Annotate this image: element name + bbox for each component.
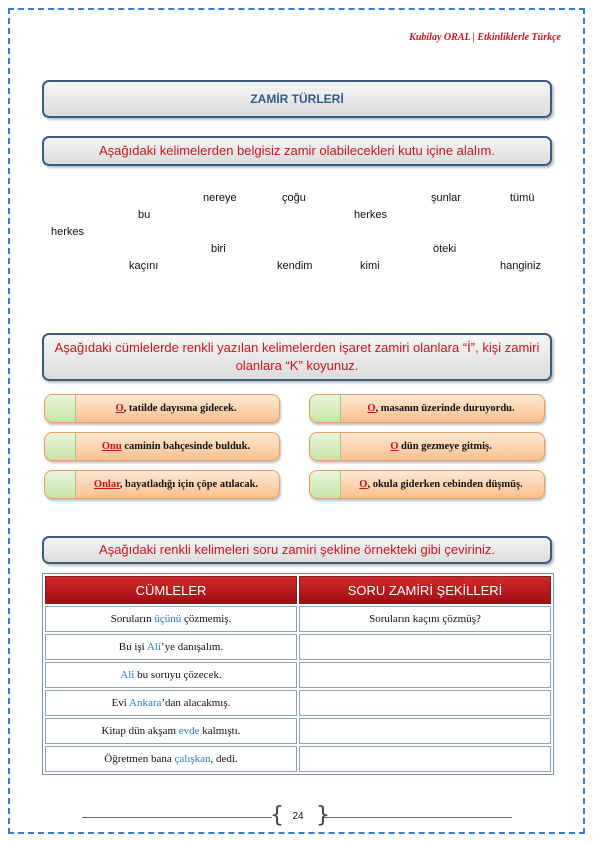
highlight-word: Ali <box>146 641 161 653</box>
word-item[interactable]: herkes <box>354 209 388 221</box>
sentence-text: , masanın üzerinde duruyordu. <box>375 403 515 414</box>
answer-cell[interactable]: Soruların kaçını çözmüş? <box>299 606 551 632</box>
highlight-word: O <box>359 479 368 490</box>
sentence-pill <box>309 432 545 461</box>
sentence-cell: Soruların üçünü çözmemiş. <box>45 606 297 632</box>
sentence-pill <box>44 432 280 461</box>
word-item[interactable]: kendim <box>277 260 313 272</box>
word-item[interactable]: tümü <box>510 192 535 204</box>
sentence-text: , bayatladığı için çöpe atılacak. <box>119 479 259 490</box>
table-row <box>45 718 551 744</box>
table-row <box>45 634 551 660</box>
sentence-text: dün gezmeye gitmiş. <box>398 441 492 452</box>
word-item[interactable]: kimi <box>360 260 380 272</box>
sentence-text: , okula giderken cebinden düşmüş. <box>367 479 523 490</box>
instruction-2: Aşağıdaki cümlelerde renkli yazılan kelimelerden işaret zamiri olanlara “İ”, kişi zamiri olanlara “K” koyunuz. <box>42 333 552 381</box>
table-row <box>45 662 551 688</box>
highlight-word: Onlar <box>93 479 120 490</box>
left-brace-icon: { <box>270 803 284 828</box>
sentence-text: , tatilde dayısına gidecek. <box>123 403 237 414</box>
answer-slot[interactable] <box>310 433 341 460</box>
page-title: ZAMİR TÜRLERİ <box>42 80 552 118</box>
word-item[interactable]: nereye <box>203 192 237 204</box>
highlight-word: O <box>115 403 124 414</box>
word-item[interactable]: kaçını <box>129 260 159 272</box>
sentence-pill <box>44 394 280 423</box>
footer-divider <box>82 817 272 818</box>
answer-slot[interactable] <box>310 471 341 498</box>
right-brace-icon: } <box>316 803 330 828</box>
highlight-word: çalışkan <box>174 753 211 765</box>
word-item[interactable]: çoğu <box>282 192 306 204</box>
instruction-1: Aşağıdaki kelimelerden belgisiz zamir olabilecekleri kutu içine alalım. <box>42 136 552 166</box>
word-item[interactable]: biri <box>211 243 226 255</box>
highlight-word: O <box>390 441 399 452</box>
sentence-pill <box>44 470 280 499</box>
sentence-pill <box>309 470 545 499</box>
conversion-table <box>42 573 554 775</box>
word-item[interactable]: öteki <box>433 243 457 255</box>
sentence-cell: Kitap dün akşam evde kalmıştı. <box>45 718 297 744</box>
column-header: CÜMLELER <box>45 576 297 604</box>
footer-divider <box>322 817 512 818</box>
sentence-pill <box>309 394 545 423</box>
answer-cell[interactable] <box>299 662 551 688</box>
answer-cell[interactable] <box>299 746 551 772</box>
highlight-word: Ali <box>120 669 135 681</box>
sentence-cell: Evi Ankara’dan alacakmış. <box>45 690 297 716</box>
highlight-word: üçünü <box>154 613 182 625</box>
answer-slot[interactable] <box>45 471 76 498</box>
highlight-word: Onu <box>101 441 122 452</box>
highlight-word: Ankara <box>129 697 162 709</box>
sentence-cell: Bu işi Ali’ye danışalım. <box>45 634 297 660</box>
word-item[interactable]: şunlar <box>431 192 461 204</box>
page-header: Kubilay ORAL | Etkinliklerle Türkçe <box>409 32 561 43</box>
word-item[interactable]: herkes <box>51 226 85 238</box>
table-row <box>45 606 551 632</box>
answer-cell[interactable] <box>299 634 551 660</box>
sentence-cell: Öğretmen bana çalışkan, dedi. <box>45 746 297 772</box>
answer-cell[interactable] <box>299 690 551 716</box>
sentence-text: caminin bahçesinde bulduk. <box>121 441 251 452</box>
word-item[interactable]: hanginiz <box>500 260 541 272</box>
column-header: SORU ZAMİRİ ŞEKİLLERİ <box>299 576 551 604</box>
highlight-word: O <box>367 403 376 414</box>
table-row <box>45 746 551 772</box>
page-number: 24 <box>292 811 304 822</box>
answer-cell[interactable] <box>299 718 551 744</box>
table-row <box>45 690 551 716</box>
instruction-3: Aşağıdaki renkli kelimeleri soru zamiri şekline örnekteki gibi çeviriniz. <box>42 536 552 564</box>
answer-slot[interactable] <box>45 395 76 422</box>
highlight-word: evde <box>178 725 200 737</box>
sentence-cell: Ali bu soruyu çözecek. <box>45 662 297 688</box>
answer-slot[interactable] <box>310 395 341 422</box>
word-item[interactable]: bu <box>138 209 151 221</box>
answer-slot[interactable] <box>45 433 76 460</box>
